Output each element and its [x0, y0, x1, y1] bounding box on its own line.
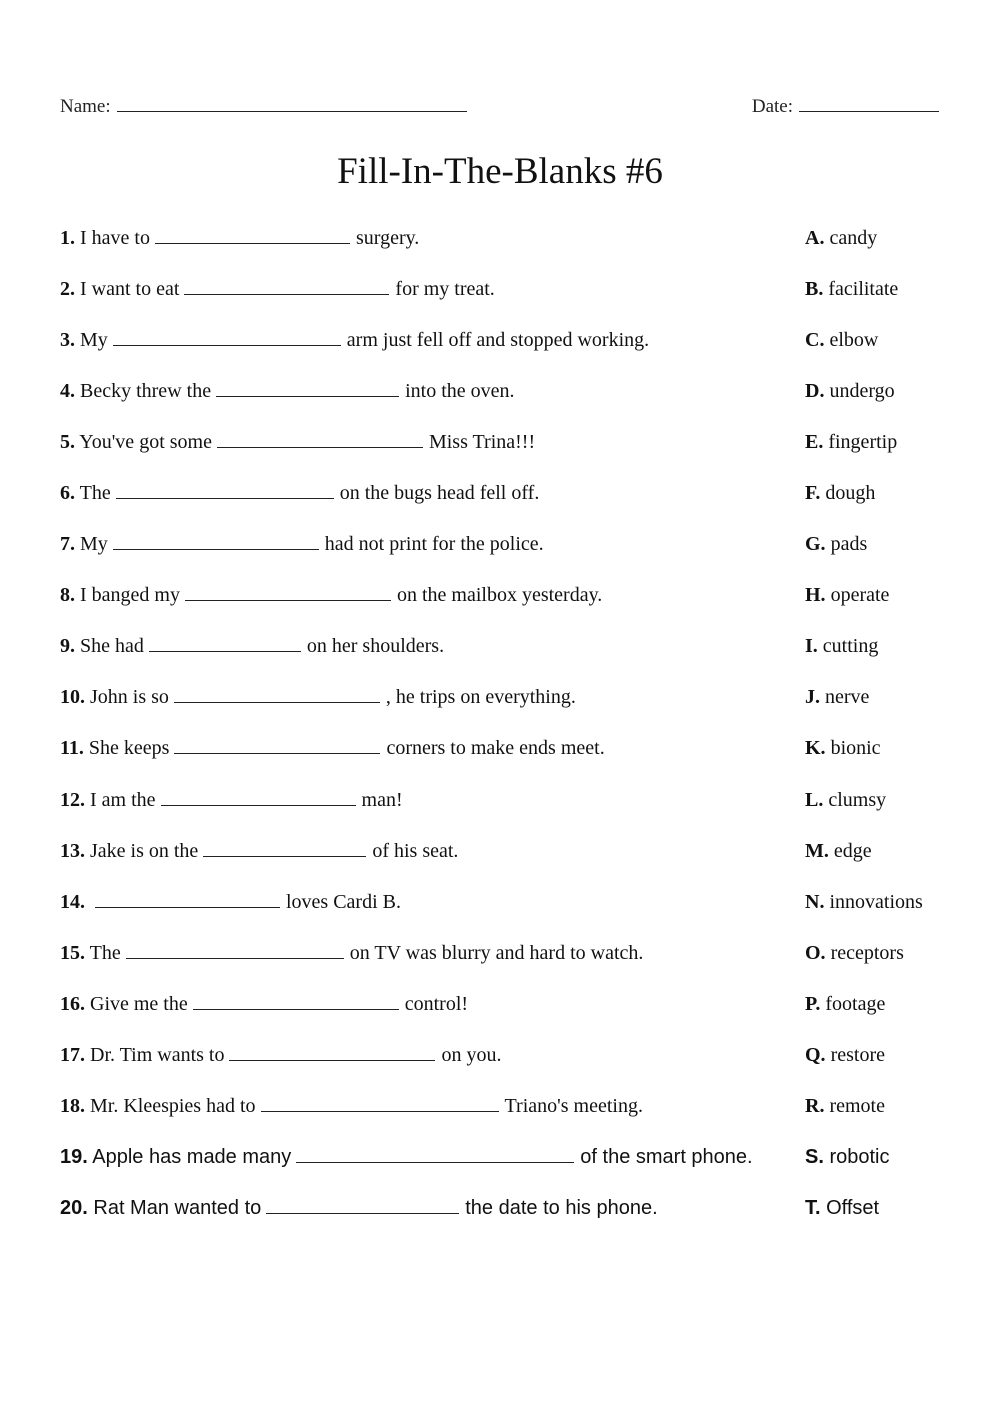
answer-word: dough: [825, 482, 876, 505]
question-row: [60, 372, 980, 423]
question-text: [60, 1189, 658, 1227]
answer-option: [805, 576, 889, 614]
answer-word: candy: [829, 227, 878, 249]
answer-blank[interactable]: [217, 431, 423, 448]
answer-blank[interactable]: [266, 1197, 459, 1214]
question-after: arm just fell off and stopped working.: [346, 329, 650, 352]
answer-word: facilitate: [828, 278, 899, 301]
answer-option: [805, 729, 881, 767]
question-text: [60, 1087, 643, 1125]
date-field[interactable]: [752, 96, 939, 118]
answer-blank[interactable]: [116, 482, 334, 499]
question-before: Apple has made many: [92, 1145, 292, 1168]
question-text: [60, 219, 419, 257]
question-text: [60, 372, 515, 410]
question-before: She keeps: [88, 737, 170, 760]
question-text: [60, 423, 535, 461]
question-row: [60, 321, 980, 372]
answer-word: clumsy: [828, 788, 887, 811]
answer-letter: H.: [805, 584, 826, 607]
answer-word: undergo: [829, 380, 895, 403]
date-label: Date:: [751, 96, 793, 117]
name-blank[interactable]: [117, 97, 467, 112]
name-label: Name:: [60, 96, 111, 117]
question-text: [60, 729, 605, 767]
question-text: [60, 985, 468, 1023]
question-after: man!: [361, 788, 403, 811]
page-title: Fill-In-The-Blanks #6: [337, 151, 663, 192]
question-before: Becky threw the: [80, 380, 212, 403]
question-before: Rat Man wanted to: [93, 1196, 262, 1219]
question-after: surgery.: [355, 227, 420, 249]
question-row: [60, 729, 980, 780]
answer-option: [805, 321, 878, 359]
answer-letter: S.: [805, 1145, 824, 1168]
answer-letter: O.: [805, 941, 826, 964]
question-after: on the bugs head fell off.: [339, 482, 540, 505]
answer-blank[interactable]: [216, 380, 399, 397]
question-after: into the oven.: [405, 380, 515, 403]
question-text: [60, 781, 403, 819]
answer-option: [805, 423, 897, 461]
question-after: of the smart phone.: [580, 1145, 753, 1168]
question-after: Triano's meeting.: [504, 1094, 643, 1117]
answer-word: pads: [830, 533, 868, 556]
question-before: You've got some: [79, 431, 212, 454]
answer-option: [805, 1087, 885, 1125]
question-before: The: [89, 941, 121, 964]
answer-option: [805, 883, 923, 921]
answer-letter: B.: [805, 278, 824, 301]
question-number: 6.: [60, 482, 75, 505]
answer-option: [805, 1189, 879, 1227]
answer-word: edge: [833, 839, 872, 862]
question-number: 15.: [60, 941, 85, 964]
question-after: corners to make ends meet.: [386, 737, 605, 760]
answer-letter: M.: [805, 839, 829, 862]
answer-option: [805, 219, 877, 257]
answer-blank[interactable]: [193, 993, 399, 1010]
question-before: Jake is on the: [90, 839, 199, 862]
answer-option: [805, 270, 898, 308]
answer-word: remote: [829, 1094, 885, 1117]
answer-option: [805, 934, 904, 972]
question-row: [60, 1189, 980, 1240]
question-text: [60, 474, 539, 512]
answer-letter: R.: [805, 1094, 825, 1117]
question-text: [60, 934, 643, 972]
question-row: [60, 1087, 980, 1138]
answer-blank[interactable]: [203, 840, 366, 857]
question-number: 4.: [60, 380, 75, 403]
question-text: [60, 883, 401, 921]
answer-option: [805, 832, 872, 870]
date-blank[interactable]: [799, 97, 939, 112]
answer-blank[interactable]: [261, 1095, 499, 1112]
question-text: [60, 270, 495, 308]
answer-option: [805, 985, 885, 1023]
answer-option: [805, 1036, 885, 1074]
answer-option: [805, 678, 869, 716]
answer-letter: N.: [805, 890, 825, 913]
answer-blank[interactable]: [95, 891, 280, 908]
answer-option: [805, 781, 886, 819]
question-text: [60, 576, 602, 614]
question-before: I want to eat: [80, 278, 180, 301]
question-after: had not print for the police.: [324, 533, 544, 556]
answer-letter: C.: [805, 329, 825, 352]
answer-word: robotic: [829, 1145, 890, 1168]
question-number: 13.: [60, 839, 85, 862]
question-row: [60, 781, 980, 832]
question-after: on her shoulders.: [306, 635, 445, 658]
question-number: 9.: [60, 635, 75, 658]
answer-blank[interactable]: [229, 1044, 435, 1061]
question-number: 5.: [60, 431, 75, 454]
question-after: on TV was blurry and hard to watch.: [349, 941, 644, 964]
answer-letter: E.: [805, 431, 824, 454]
question-before: John is so: [90, 686, 169, 709]
question-text: [60, 627, 444, 665]
answer-option: [805, 372, 895, 410]
question-row: [60, 934, 980, 985]
answer-letter: F.: [805, 482, 821, 505]
question-text: [60, 1036, 501, 1074]
answer-option: [805, 474, 875, 512]
question-number: 18.: [60, 1094, 85, 1117]
question-after: on the mailbox yesterday.: [396, 584, 603, 607]
question-number: 14.: [60, 890, 85, 913]
question-text: [60, 525, 544, 563]
question-text: [60, 678, 576, 716]
question-row: [60, 832, 980, 883]
answer-blank[interactable]: [184, 278, 389, 295]
question-before: My: [80, 329, 108, 352]
question-number: 12.: [60, 788, 85, 811]
question-text: [60, 1138, 753, 1176]
answer-word: innovations: [829, 890, 923, 913]
answer-blank[interactable]: [113, 329, 341, 346]
answer-letter: A.: [805, 227, 825, 249]
question-list: [60, 219, 980, 1240]
question-row: [60, 883, 980, 934]
question-before: Dr. Tim wants to: [90, 1043, 225, 1066]
answer-blank[interactable]: [174, 686, 380, 703]
question-number: 2.: [60, 278, 75, 301]
question-row: [60, 1036, 980, 1087]
answer-word: operate: [830, 584, 890, 607]
question-after: on you.: [441, 1043, 502, 1066]
question-number: 17.: [60, 1043, 85, 1066]
question-before: My: [80, 533, 108, 556]
answer-blank[interactable]: [161, 789, 356, 806]
question-after: of his seat.: [372, 839, 459, 862]
answer-option: [805, 525, 867, 563]
answer-blank[interactable]: [155, 227, 350, 244]
question-after: Miss Trina!!!: [428, 431, 536, 454]
question-number: 11.: [60, 737, 84, 760]
question-number: 10.: [60, 686, 85, 709]
question-before: Mr. Kleespies had to: [90, 1094, 256, 1117]
question-number: 8.: [60, 584, 75, 607]
question-after: loves Cardi B.: [286, 890, 401, 913]
question-row: [60, 678, 980, 729]
answer-blank[interactable]: [296, 1146, 574, 1163]
question-number: 7.: [60, 533, 75, 556]
question-text: [60, 832, 458, 870]
question-row: [60, 270, 980, 321]
question-number: 19.: [60, 1145, 88, 1168]
answer-word: receptors: [830, 941, 904, 964]
answer-blank[interactable]: [113, 533, 319, 550]
question-row: [60, 1138, 980, 1189]
answer-letter: J.: [805, 686, 820, 709]
answer-letter: Q.: [805, 1043, 826, 1066]
question-before: I have to: [80, 227, 150, 249]
question-number: 16.: [60, 992, 85, 1015]
question-before: She had: [80, 635, 144, 658]
name-field[interactable]: [60, 96, 467, 118]
answer-letter: G.: [805, 533, 826, 556]
question-before: The: [79, 482, 111, 505]
question-row: [60, 627, 980, 678]
answer-word: restore: [830, 1043, 885, 1066]
answer-word: cutting: [822, 635, 879, 658]
answer-word: Offset: [826, 1196, 880, 1219]
question-row: [60, 985, 980, 1036]
question-after: control!: [404, 992, 469, 1015]
question-after: the date to his phone.: [465, 1196, 658, 1219]
answer-word: elbow: [829, 329, 879, 352]
question-row: [60, 525, 980, 576]
answer-letter: L.: [805, 788, 824, 811]
question-number: 1.: [60, 227, 75, 249]
question-number: 3.: [60, 329, 75, 352]
answer-letter: D.: [805, 380, 825, 403]
question-number: 20.: [60, 1196, 88, 1219]
answer-letter: P.: [805, 992, 821, 1015]
answer-blank[interactable]: [174, 737, 380, 754]
answer-word: footage: [825, 992, 886, 1015]
question-before: I banged my: [80, 584, 180, 607]
answer-blank[interactable]: [185, 584, 391, 601]
question-after: , he trips on everything.: [385, 686, 576, 709]
answer-word: bionic: [830, 737, 881, 760]
answer-blank[interactable]: [149, 635, 301, 652]
answer-option: [805, 627, 878, 665]
question-before: Give me the: [90, 992, 188, 1015]
question-text: [60, 321, 649, 359]
answer-blank[interactable]: [126, 942, 344, 959]
question-after: for my treat.: [395, 278, 495, 301]
answer-word: nerve: [825, 686, 870, 709]
question-row: [60, 576, 980, 627]
question-before: I am the: [90, 788, 156, 811]
question-row: [60, 474, 980, 525]
answer-option: [805, 1138, 890, 1176]
answer-letter: I.: [805, 635, 818, 658]
answer-word: fingertip: [828, 431, 898, 454]
question-row: [60, 219, 980, 270]
answer-letter: K.: [805, 737, 826, 760]
question-row: [60, 423, 980, 474]
answer-letter: T.: [805, 1196, 821, 1219]
